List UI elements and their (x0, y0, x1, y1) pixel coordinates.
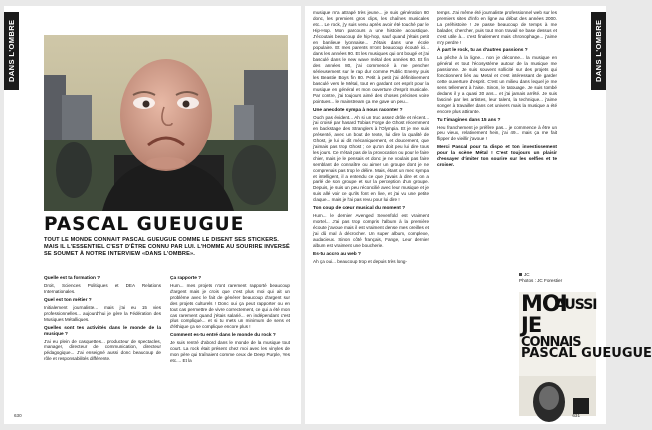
answer: Heu franchement je préfère pas... je commence à être un peu vieux, relativement hein, j'ai 49... mais ça me fait flipper de vieillir j'avoue ! (437, 124, 557, 142)
sticker-line: AUSSI (555, 297, 597, 313)
sticker-line: JE (521, 313, 542, 337)
right-page-column-2 (437, 10, 557, 170)
question: Une anecdote sympa à nous raconter ? (313, 107, 403, 113)
question: Quelles sont tes activités dans le monde de la musique ? (44, 325, 161, 337)
question: Es-tu accro au web ? (313, 251, 361, 257)
answer: J'ai eu plein de casquettes... producteur de spectacles, manager, directeur de communication, directeur pédagogique... J'ai enseigné aussi donc beaucoup de rôle et responsabilités différente. (44, 338, 161, 362)
left-page (4, 6, 301, 424)
section-tab-left: DANS L'OMBRE (4, 12, 19, 90)
right-page-column-1 (313, 10, 429, 267)
answer: Je suis rentré d'abord dans le monde de la musique tout court. La rock était présent chez moi avec les vinyles de mon père qui traînaient comme ceux de Deep Purple, Yes etc.... Et la (170, 340, 290, 363)
answer: Droit, Sciences Politiques et DEA Relations Internationales. (44, 283, 161, 294)
answer: temps. J'ai même été journaliste professionnel web sur les premiers sites d'info en ligne au début des années 2000. La préhistoire ! Je passe beaucoup de temps à me balader, chercher, puis tout mon travail se base dessus et c'est utile à... c'est finalement mais chronophage... j'aime m'y perdre ! (437, 10, 557, 45)
question: Tu t'imagines dans 15 ans ? (437, 117, 501, 123)
answer: Ah ça oui... beaucoup trop et depuis très long- (313, 258, 407, 264)
sticker-line: CONNAIS (521, 335, 581, 350)
question: Quel est ton métier ? (44, 297, 92, 303)
page-number-right: 631 (572, 413, 580, 418)
right-page (305, 6, 652, 424)
sticker-portrait-icon (519, 376, 596, 416)
question: Ton coup de cœur musical du moment ? (313, 206, 406, 212)
photo-caption (519, 272, 562, 284)
caption-photos: Photos : JC Forestier (519, 278, 563, 283)
question: Quelle est ta formation ? (44, 276, 101, 281)
answer: Hum... le dernier Avenged Sevenfold est vraiment mortel... J'ai pas trop compris l'album à la première écoute j'avoue mais il est vraiment dense mes oreilles et j'ai dû mal à décrocher. Un super album, complexe, audacieux. Sinon côté français, Fange, Leur dernier album est vraiment une boucherie. (313, 213, 429, 248)
question: À part le rock, tu as d'autres passions ? (437, 48, 528, 54)
answer: Ouch pas évident... Ah si un truc assez drôle et récent... j'ai croisé par hasard Tobias Forge de Ghost récemment en backstage des Stranglers à l'Olympia. Et je me suis présenté, avec un bout de texte, lui dire la qualité de Ghost, je lui ai dit mécaniquement, et doucement, que j'aimais pas trop Ghost ; ce qu'on doit peu lui dire tous les jours. Ce n'était pas de la provocation ou pour le faire chier, mais je le pensais et donc je ne voulais pas faire semblant de connaître ou aimer un groupe dont je ne comprenais pas trop le délire. Mais, étant un mec sympa et intelligent, il a entendu ce que j'avais à dire et on a parlé de son groupe et sur la perception d'un groupe. Depuis, je suis un peu réconcilié avec leur musique et je suis allé voir ce qu'ils font en live, et j'ai vu une petite claque... mais je l'ai pas revu pour lui dire ! (313, 114, 429, 203)
answer: La pêche à la ligne... non je déconne... la musique en général et tout l'écosystème autour de la musique me passionne. Je suis souvent sollicité sur des projets qui fonctionnent liés au Metal et c'est intéressant de garder cette ouverture d'esprit. C'est un milieu dans lequel je me sens tellement à l'aise. Sinon, le tatouage. Je suis tombé dedans il y a quasi 30 ans... et j'ai jamais arrêté. Je suis fasciné par les artistes, leur talent, la technique... j'aime songer à travailler dans cet univers mais la musique a été encore plus attirante. (437, 55, 557, 114)
caption-author: JC (524, 272, 530, 277)
question: Comment es-tu entré dans le monde du rock ? (170, 333, 276, 339)
sticker-line: PASCAL GUEUGUE (521, 346, 652, 361)
sticker-line: MOI (521, 292, 567, 317)
answer: musique m'a attrapé très jeune... je suis génération 80 donc, les premiers gros clips, les chaînes musicales etc... Le rock, j'y suis venu après avoir été touché par le Hip-Hop. Mon parcours a une histoire acoustique. J'écoutais beaucoup de hip-hop, sauf quand j'étais petit en banlieue lyonnaise... J'étais dans une école populaire. Et mes parents m'ont beaucoup écouté ici... dans les années 90. Et les musiques qui ont bougé et j'ai basculé dans le new wave métal des années 80. Et fin des années 80, j'ai commencé à me pencher sérieusement sur le rap dur comme Public Enemy puis les Beastie Boys fin 80. Petit à petit j'ai définitivement basculé vers le Métal, tout en gardant cet esprit pour la musique en général et mon ouverture d'esprit musicale. Par contre, j'ai toujours aimé des choses précises voire pointues... le mainstream ça me gave un peu... (313, 10, 429, 104)
left-page-column-1 (44, 276, 161, 365)
author-square-icon (519, 273, 522, 276)
page-number-left: 630 (14, 413, 22, 418)
portrait-photo (44, 35, 288, 211)
question: Ça rapporte ? (170, 276, 202, 281)
answer: Hum... mes projets n'ont rarement rapporté beaucoup d'argent mais je crois que c'est plus moi qui ait un problème avec le fait de générer beaucoup d'argent sur des projets culturels ! Donc oui ça peut rapporter ou en tout cas permettre de vivre correctement, ce qui a été mon cas rarement quand j'étais salarié... en indépendant c'est plus compliqué... et si tu mets un minimum de sens et d'éthique ça se complique encore plus ! (170, 283, 290, 330)
closing-note: Merci Pascal pour ta dispo et ton investissement pour la scène Métal ! C'est toujours un plaisir d'essayer d'imiter ton sourire sur les selfies et te croiser. (437, 145, 557, 169)
sticker-image (519, 292, 652, 416)
article-title: PASCAL GUEUGUE (44, 214, 245, 235)
article-intro: TOUT LE MONDE CONNAIT PASCAL GUEUGUE COMME LE DISENT SES STICKERS. MAIS IL L'ESSENTIEL C'EST D'ÊTRE CONNU PAR LUI. L'HOMME AU SOURIRE INVERSÉ SE SOUMET À NOTRE INTERVIEW «DANS L'OMBRE». (44, 237, 290, 257)
left-page-column-2 (170, 276, 290, 367)
section-tab-right: DANS L'OMBRE (591, 12, 606, 90)
answer: Initialement journaliste... mais j'ai eu 15 vies professionnelles... aujourd'hui je gère la Fédération des Musiques Métalliques. (44, 304, 161, 322)
